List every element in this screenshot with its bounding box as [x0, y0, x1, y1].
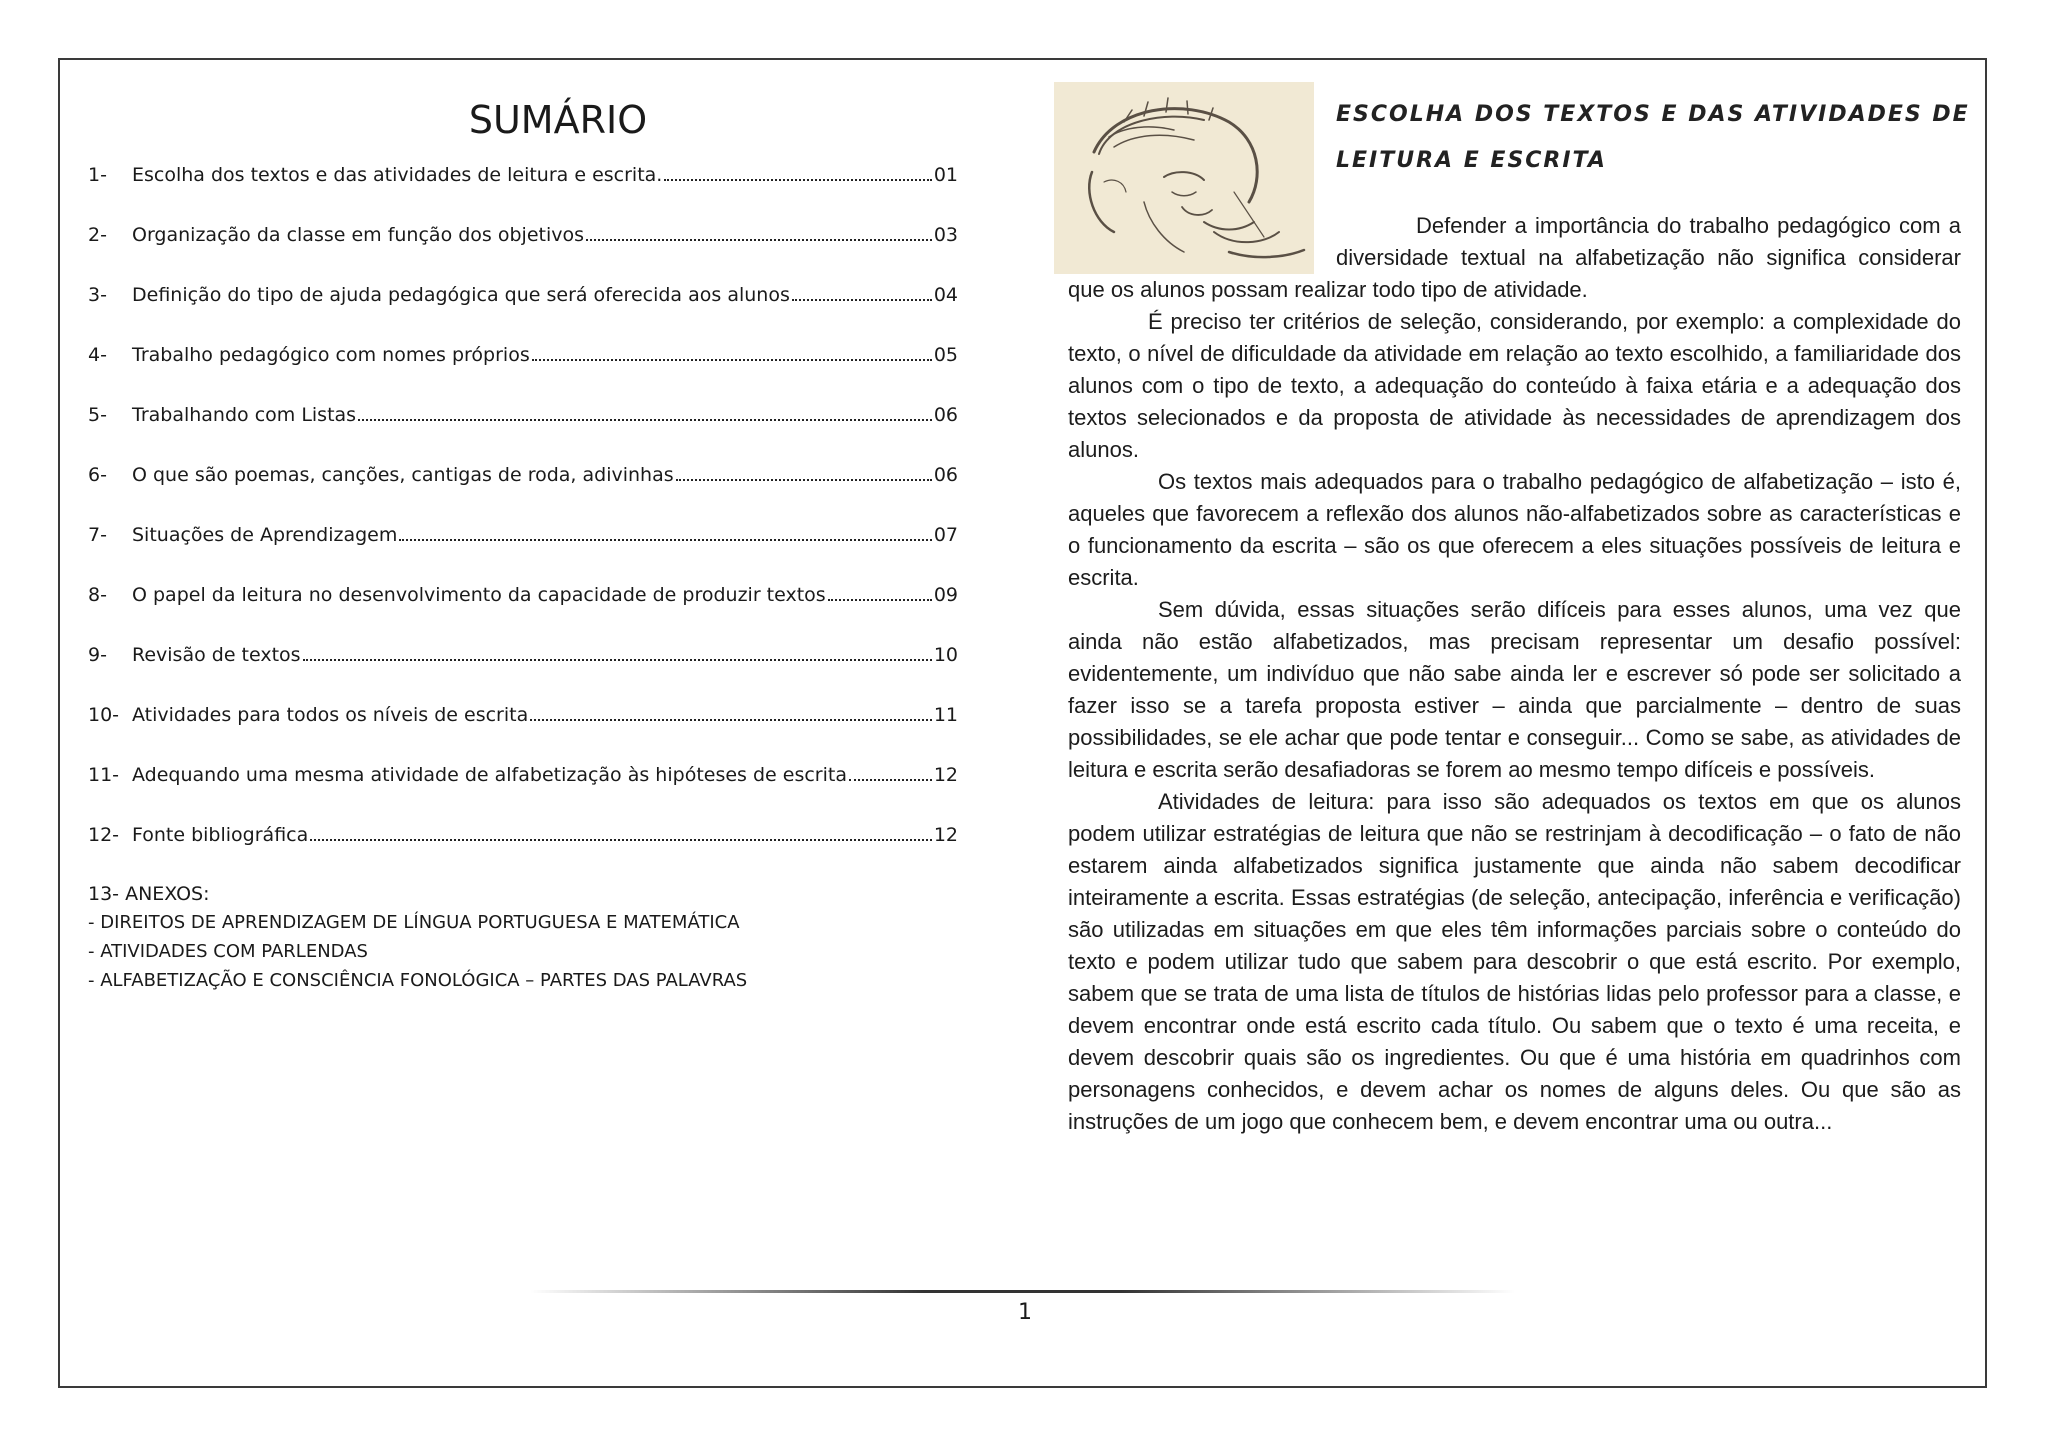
- toc-item: [88, 340, 958, 400]
- toc-item-number: 2-: [88, 224, 107, 246]
- toc-item-title: Escolha dos textos e das atividades de leitura e escrita.: [132, 164, 663, 186]
- toc-item-title: Trabalho pedagógico com nomes próprios: [132, 344, 530, 366]
- section-title-line-2: LEITURA E ESCRITA: [1336, 148, 1607, 173]
- toc-item-page: 12: [933, 764, 958, 786]
- toc-item: [88, 820, 958, 880]
- toc-item-page: 01: [933, 164, 958, 186]
- toc-dot-leader: [828, 598, 932, 601]
- toc-item-title: Revisão de textos: [132, 644, 301, 666]
- section-title: [1336, 92, 1976, 184]
- annex-line-2: - ATIVIDADES COM PARLENDAS: [88, 941, 368, 962]
- toc-item-title: Adequando uma mesma atividade de alfabetização às hipóteses de escrita: [132, 764, 847, 786]
- summary-title: SUMÁRIO: [468, 98, 648, 142]
- toc-item-page: 09: [933, 584, 958, 606]
- toc-item-number: 11-: [88, 764, 120, 786]
- paragraph-1: Defender a importância do trabalho pedagógico com a diversidade textual na alfabetização não significa considerar que os alunos possam realizar todo tipo de atividade.: [1068, 213, 1961, 302]
- toc-item-page: 06: [933, 464, 958, 486]
- toc-item-title: Situações de Aprendizagem: [132, 524, 398, 546]
- toc-item-title: Definição do tipo de ajuda pedagógica que será oferecida aos alunos: [132, 284, 790, 306]
- toc-item-page: 04: [933, 284, 958, 306]
- toc-item: [88, 760, 958, 820]
- toc-dot-leader: [676, 478, 932, 481]
- toc-item: [88, 400, 958, 460]
- toc-dot-leader: [586, 238, 932, 241]
- toc-item-number: 5-: [88, 404, 107, 426]
- toc-item-title: O que são poemas, canções, cantigas de roda, adivinhas: [132, 464, 674, 486]
- toc-item-number: 7-: [88, 524, 107, 546]
- toc-dot-leader: [532, 358, 932, 361]
- toc-item-page: 11: [933, 704, 958, 726]
- toc-item-number: 6-: [88, 464, 107, 486]
- toc-list: [88, 160, 958, 880]
- toc-dot-leader: [849, 778, 932, 781]
- toc-item-number: 1-: [88, 164, 107, 186]
- page-number: 1: [1018, 1300, 1032, 1325]
- toc-item-number: 8-: [88, 584, 107, 606]
- toc-item-page: 05: [933, 344, 958, 366]
- toc-dot-leader: [664, 178, 931, 181]
- toc-item-title: Organização da classe em função dos objetivos: [132, 224, 585, 246]
- toc-item-title: Fonte bibliográfica: [132, 824, 309, 846]
- toc-item-number: 9-: [88, 644, 107, 666]
- toc-item: [88, 160, 958, 220]
- section-title-line-1: ESCOLHA DOS TEXTOS E DAS ATIVIDADES DE: [1336, 102, 1970, 127]
- footer-divider: [530, 1290, 1515, 1293]
- toc-dot-leader: [310, 838, 932, 841]
- toc-item-number: 12-: [88, 824, 120, 846]
- paragraph-3: Os textos mais adequados para o trabalho pedagógico de alfabetização – isto é, aqueles que favorecem a reflexão dos alunos não-alfabetizados sobre as características e o funcionamento da escrita – são os que oferecem a eles situações possíveis de leitura e escrita.: [1068, 469, 1961, 590]
- toc-item-page: 03: [933, 224, 958, 246]
- toc-item: [88, 520, 958, 580]
- toc-item-number: 3-: [88, 284, 107, 306]
- toc-item-number: 10-: [88, 704, 120, 726]
- toc-item-page: 10: [933, 644, 958, 666]
- toc-item: [88, 580, 958, 640]
- paragraph-4: Sem dúvida, essas situações serão difíceis para esses alunos, uma vez que ainda não estão alfabetizados, mas precisam representar um desafio possível: evidentemente, um indivíduo que não sabe ainda ler e escrever só pode ser solicitado a fazer isso se a tarefa proposta estiver – ainda que parcialmente – dentro de suas possibilidades, se ele achar que pode tentar e conseguir... Como se sabe, as atividades de leitura e escrita serão desafiadoras se forem ao mesmo tempo difíceis e possíveis.: [1068, 597, 1961, 782]
- summary-section: [88, 90, 958, 995]
- toc-item-title: O papel da leitura no desenvolvimento da capacidade de produzir textos: [132, 584, 826, 606]
- toc-item: [88, 640, 958, 700]
- paragraph-2: É preciso ter critérios de seleção, considerando, por exemplo: a complexidade do texto, o nível de dificuldade da atividade em relação ao texto escolhido, a familiaridade dos alunos com o tipo de texto, a adequação do conteúdo à faixa etária e a adequação dos textos selecionados e da proposta de atividade às necessidades de aprendizagem dos alunos.: [1068, 309, 1961, 462]
- toc-item-title: Trabalhando com Listas: [132, 404, 357, 426]
- toc-item-title: Atividades para todos os níveis de escrita: [132, 704, 529, 726]
- toc-dot-leader: [303, 658, 932, 661]
- toc-item: [88, 220, 958, 280]
- toc-item-number: 4-: [88, 344, 107, 366]
- annex-line-3: - ALFABETIZAÇÃO E CONSCIÊNCIA FONOLÓGICA – PARTES DAS PALAVRAS: [88, 970, 748, 991]
- article-body: [1068, 210, 1961, 1138]
- toc-item: [88, 280, 958, 340]
- toc-dot-leader: [530, 718, 932, 721]
- toc-item: [88, 460, 958, 520]
- toc-item-page: 07: [933, 524, 958, 546]
- paragraph-5: Atividades de leitura: para isso são adequados os textos em que os alunos podem utilizar estratégias de leitura que não se restrinjam à decodificação – o fato de não estarem ainda alfabetizados significa justamente que ainda não sabem decodificar inteiramente a escrita. Essas estratégias (de seleção, antecipação, inferência e verificação) são utilizadas em situações em que eles têm informações parciais sobre o conteúdo do texto e podem utilizar tudo que sabem para descobrir o que está escrito. Por exemplo, sabem que se trata de uma lista de títulos de histórias lidas pelo professor para a classe, e devem encontrar onde está escrito cada título. Ou sabem que o texto é uma receita, e devem descobrir quais são os ingredientes. Ou que é uma história em quadrinhos com personagens conhecidos, e devem achar os nomes de alguns deles. Ou que são as instruções de um jogo que conhecem bem, e devem encontrar uma ou outra...: [1068, 789, 1961, 1134]
- toc-item-page: 06: [933, 404, 958, 426]
- annex-line-1: - DIREITOS DE APRENDIZAGEM DE LÍNGUA PORTUGUESA E MATEMÁTICA: [88, 912, 740, 933]
- toc-dot-leader: [358, 418, 932, 421]
- toc-item: [88, 700, 958, 760]
- annex-heading: 13- ANEXOS:: [88, 883, 210, 905]
- toc-dot-leader: [792, 298, 932, 301]
- toc-item-page: 12: [933, 824, 958, 846]
- toc-dot-leader: [399, 538, 931, 541]
